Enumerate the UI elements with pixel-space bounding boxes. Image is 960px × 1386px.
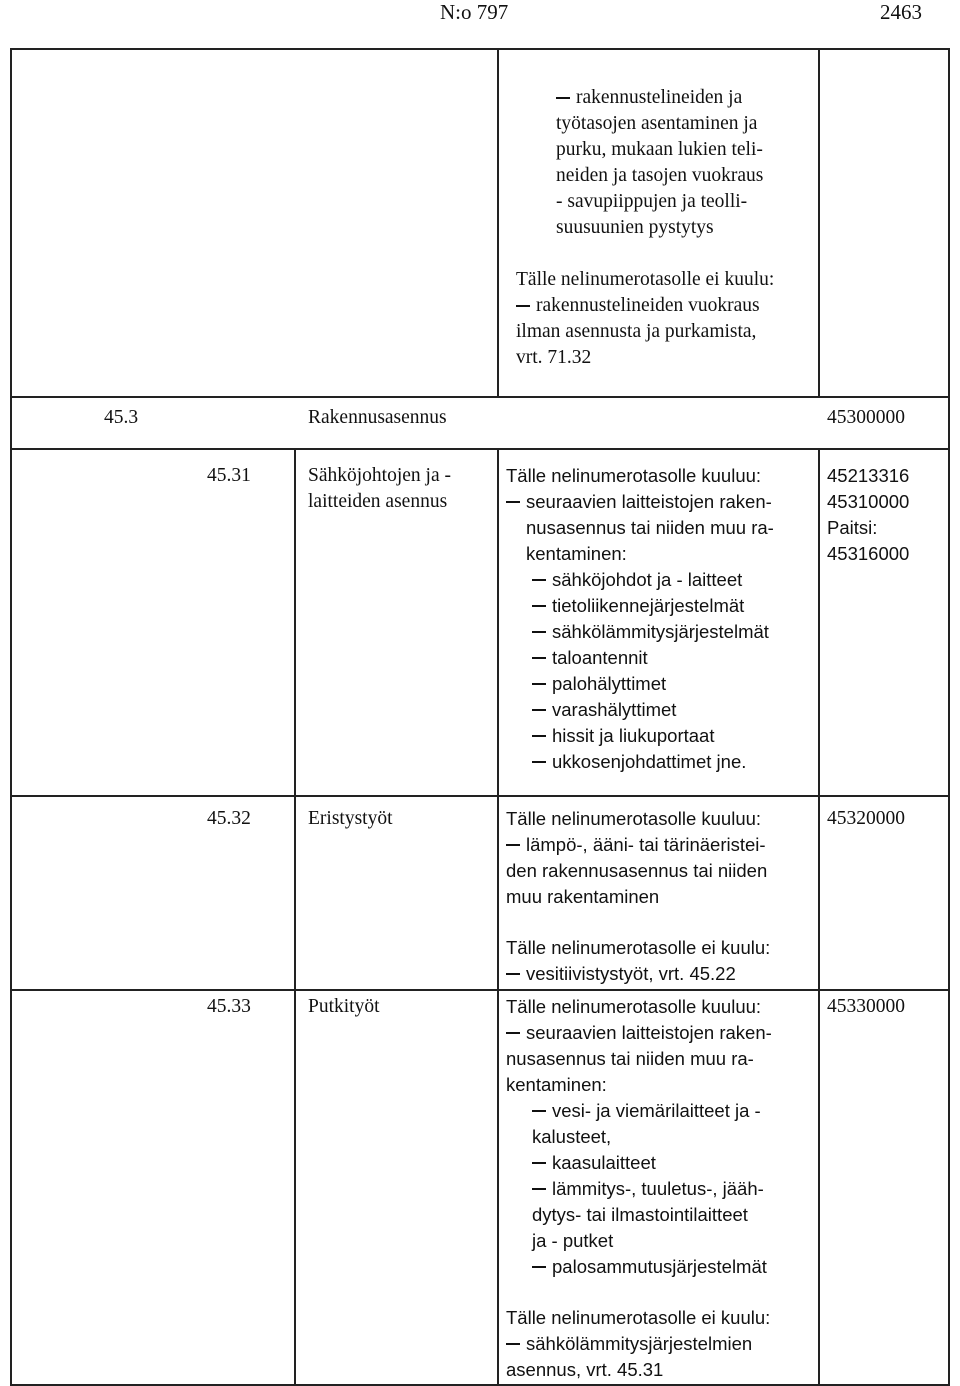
text-line: työtasojen asentaminen ja	[556, 113, 758, 134]
dash-mark	[516, 305, 530, 307]
dash-mark	[532, 683, 546, 685]
column-divider-2	[818, 48, 820, 396]
dash-mark	[556, 97, 570, 99]
dash-mark	[506, 501, 520, 503]
text-line: neiden ja tasojen vuokraus	[556, 165, 764, 186]
table-top-border	[10, 48, 950, 50]
column-divider-2-lower	[818, 448, 820, 795]
row-divider-3	[10, 795, 950, 797]
row-cpv-45-33: 45330000	[827, 996, 905, 1017]
dash-mark	[532, 1162, 546, 1164]
text-line: rakennustelineiden ja	[556, 85, 763, 111]
row-cpv-45-31: 45213316 45310000 Paitsi: 45316000	[827, 465, 910, 564]
dash-mark	[532, 631, 546, 633]
dash-mark	[532, 1266, 546, 1268]
text-line: suusuunien pystytys	[556, 217, 714, 238]
row-description-45-33: Tälle nelinumerotasolle kuuluu: seuraavien laitteistojen raken- nusasennus tai niiden muu ra- kentaminen: vesi- ja viemärilaitteet ja - kalusteet, kaasulaitteet lämmitys-, tuuletus-, jääh- dytys- tai ilmastointilaitteet ja - putket palosammutusjärjestelmät	[506, 996, 772, 1277]
column-divider-1-row45-32	[497, 797, 499, 989]
column-divider-1-lower	[497, 448, 499, 795]
document-number: N:o 797	[440, 0, 509, 24]
dash-mark	[532, 761, 546, 763]
dash-mark	[506, 1343, 520, 1345]
dash-mark	[506, 844, 520, 846]
row-title-45-33: Putkityöt	[308, 996, 380, 1017]
column-divider-0-row45-32	[294, 797, 296, 989]
exclusion-heading: Tälle nelinumerotasolle ei kuulu:	[516, 269, 775, 290]
row-description-45-32: Tälle nelinumerotasolle kuuluu: lämpö-, ääni- tai tärinäeristei- den rakennusasennus tai niiden muu rakentaminen	[506, 808, 768, 907]
table-left-border	[10, 48, 12, 1386]
exclusion-heading: Tälle nelinumerotasolle ei kuulu:	[506, 937, 771, 958]
text-line: vrt. 71.32	[516, 347, 592, 368]
row-divider-1	[10, 396, 950, 398]
dash-mark	[532, 657, 546, 659]
row-divider-2	[10, 448, 950, 450]
group-code: 45.3	[104, 407, 139, 428]
dash-mark	[532, 1110, 546, 1112]
column-divider-1	[497, 48, 499, 396]
group-cpv: 45300000	[827, 407, 905, 428]
row-title-45-31: Sähköjohtojen ja - laitteiden asennus	[308, 465, 451, 512]
text-line: purku, mukaan lukien teli-	[556, 139, 763, 160]
row-divider-4	[10, 989, 950, 991]
dash-mark	[532, 1188, 546, 1190]
dash-mark	[532, 605, 546, 607]
continuation-exclusions	[516, 267, 774, 371]
text-line: rakennustelineiden vuokraus	[516, 293, 774, 319]
row-title-45-32: Eristystyöt	[308, 808, 393, 829]
dash-mark	[506, 973, 520, 975]
dash-mark	[532, 709, 546, 711]
dash-mark	[506, 1032, 520, 1034]
row-code-45-31: 45.31	[207, 465, 251, 486]
continuation-description	[556, 85, 763, 241]
row-description-45-31: Tälle nelinumerotasolle kuuluu: seuraavien laitteistojen raken- nusasennus tai niiden muu ra- kentaminen: sähköjohdot ja - laitteet tietoliikennejärjestelmät sähkölämmitysjärjestelmät taloantennit palohälyttimet varashälyttimet hissit ja liukuportaat ukkosenjohdattimet jne.	[506, 465, 774, 772]
inclusion-heading: Tälle nelinumerotasolle kuuluu:	[506, 808, 762, 829]
table-right-border	[948, 48, 950, 1386]
column-divider-0-row45-33	[294, 991, 296, 1386]
row-code-45-33: 45.33	[207, 996, 251, 1017]
row-exclusions-45-32: Tälle nelinumerotasolle ei kuulu: vesitiivistystyöt, vrt. 45.22	[506, 937, 771, 984]
row-exclusions-45-33: Tälle nelinumerotasolle ei kuulu: sähkölämmitysjärjestelmien asennus, vrt. 45.31	[506, 1307, 771, 1380]
exclusion-heading: Tälle nelinumerotasolle ei kuulu:	[506, 1307, 771, 1328]
column-divider-0-lower	[294, 448, 296, 795]
row-cpv-45-32: 45320000	[827, 808, 905, 829]
column-divider-1-row45-33	[497, 991, 499, 1386]
dash-mark	[532, 579, 546, 581]
page-number: 2463	[880, 0, 922, 24]
text-line: - savupiippujen ja teolli-	[556, 191, 748, 212]
text-line: ilman asennusta ja purkamista,	[516, 321, 757, 342]
row-code-45-32: 45.32	[207, 808, 251, 829]
inclusion-heading: Tälle nelinumerotasolle kuuluu:	[506, 996, 762, 1017]
group-title: Rakennusasennus	[308, 407, 447, 428]
inclusion-heading: Tälle nelinumerotasolle kuuluu:	[506, 465, 762, 486]
column-divider-2-row45-33	[818, 991, 820, 1386]
column-divider-2-row45-32	[818, 797, 820, 989]
dash-mark	[532, 735, 546, 737]
